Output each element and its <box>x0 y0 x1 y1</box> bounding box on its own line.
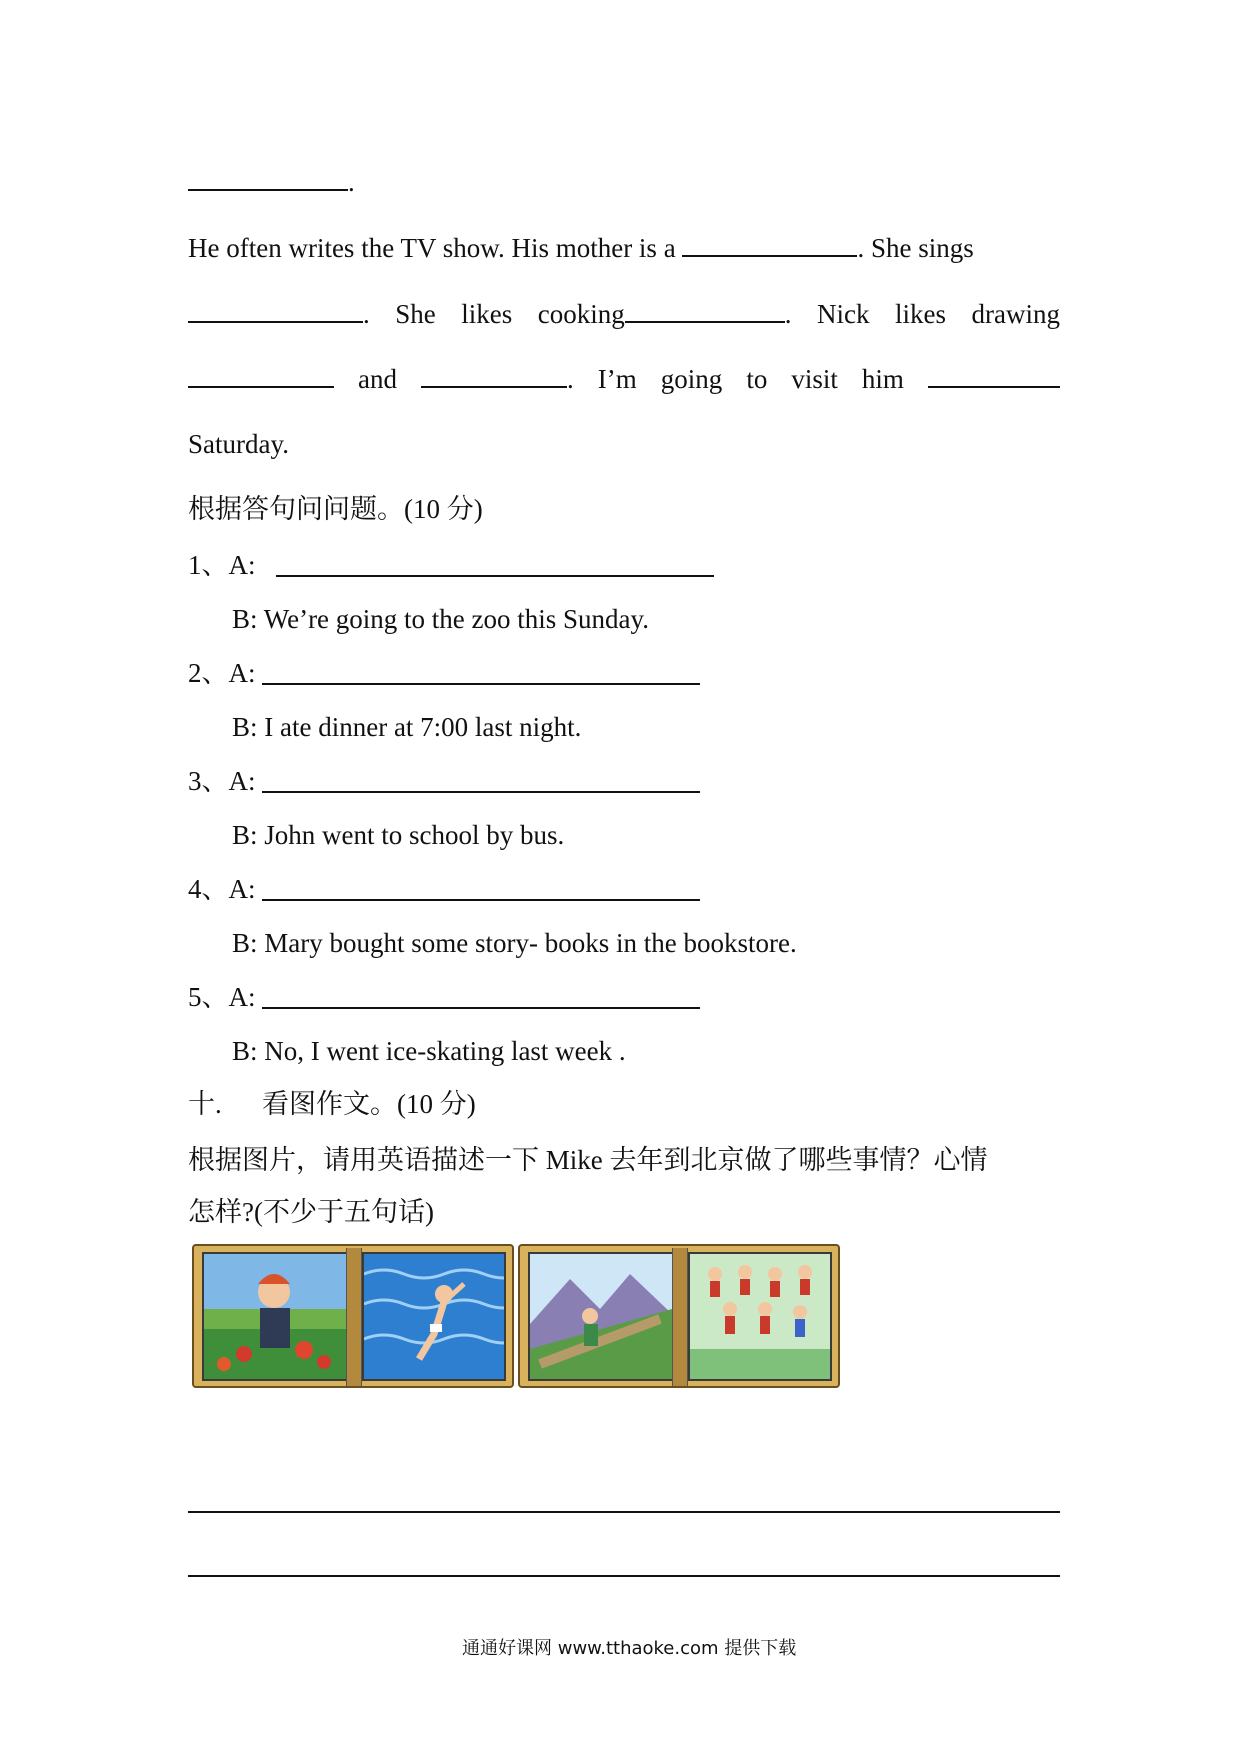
passage-word: drawing <box>971 299 1060 329</box>
passage-word: Nick <box>817 299 870 329</box>
mike-in-garden-picture <box>202 1252 348 1381</box>
question-1-answer-line[interactable] <box>276 575 714 577</box>
writing-line-1[interactable] <box>188 1511 1060 1513</box>
question-2-answer-line[interactable] <box>262 683 700 685</box>
passage-line-1 <box>188 166 355 198</box>
answer-5: B: No, I went ice-skating last week . <box>232 1036 626 1066</box>
answer-blank[interactable] <box>188 167 348 191</box>
section-10-number: 十. <box>188 1089 222 1119</box>
section-10-title: 看图作文。(10 分) <box>262 1089 476 1119</box>
passage-word: likes <box>894 299 946 329</box>
section-10-instruction-line-1: 根据图片，请用英语描述一下 Mike 去年到北京做了哪些事情？心情 <box>188 1145 988 1175</box>
writing-line-2[interactable] <box>188 1575 1060 1577</box>
answer-blank[interactable] <box>188 364 334 388</box>
passage-line-5: Saturday. <box>188 429 289 459</box>
section-10-instruction-line-2: 怎样?(不少于五句话) <box>188 1197 434 1227</box>
page-footer: 通通好课网 www.tthaoke.com 提供下载 <box>462 1638 797 1659</box>
answer-blank[interactable] <box>682 233 857 257</box>
passage-word: and <box>358 364 397 394</box>
answer-4: B: Mary bought some story- books in the bookstore. <box>232 928 797 958</box>
answer-1: B: We’re going to the zoo this Sunday. <box>232 604 650 634</box>
answer-blank[interactable] <box>188 299 363 323</box>
dancing-children-picture <box>688 1252 832 1381</box>
passage-line-3 <box>188 298 1060 330</box>
passage-text: . <box>363 299 370 329</box>
passage-word: She <box>395 299 436 329</box>
passage-word: visit <box>791 364 838 394</box>
answer-3: B: John went to school by bus. <box>232 820 565 850</box>
swimming-picture <box>362 1252 506 1381</box>
question-4-label: 4、A: <box>188 874 256 904</box>
question-5-label: 5、A: <box>188 982 256 1012</box>
passage-word: likes <box>461 299 513 329</box>
question-3-label: 3、A: <box>188 766 256 796</box>
passage-text: . She sings <box>857 233 974 263</box>
question-2-label: 2、A: <box>188 658 256 688</box>
passage-text: . <box>567 364 574 394</box>
passage-text: He often writes the TV show. His mother is a <box>188 233 676 263</box>
section-9-title: 根据答句问问题。(10 分) <box>188 494 483 524</box>
answer-blank[interactable] <box>421 364 567 388</box>
period: . <box>348 167 355 197</box>
book-illustration-1 <box>192 1244 514 1392</box>
answer-2: B: I ate dinner at 7:00 last night. <box>232 712 582 742</box>
answer-blank[interactable] <box>625 299 785 323</box>
question-4-answer-line[interactable] <box>262 899 700 901</box>
book-illustration-2 <box>518 1244 840 1392</box>
question-5-answer-line[interactable] <box>262 1007 700 1009</box>
passage-word: him <box>861 364 904 394</box>
picture-strip <box>192 1244 842 1392</box>
passage-word: cooking <box>537 299 625 329</box>
passage-text: . <box>784 299 792 329</box>
passage-line-2 <box>188 232 974 264</box>
passage-word: I’m <box>597 364 637 394</box>
passage-line-4 <box>188 363 1060 395</box>
passage-word: going <box>660 364 723 394</box>
question-1-label: 1、A: <box>188 550 256 580</box>
passage-word: to <box>746 364 768 394</box>
question-3-answer-line[interactable] <box>262 791 700 793</box>
answer-blank[interactable] <box>928 364 1060 388</box>
great-wall-picture <box>528 1252 674 1381</box>
